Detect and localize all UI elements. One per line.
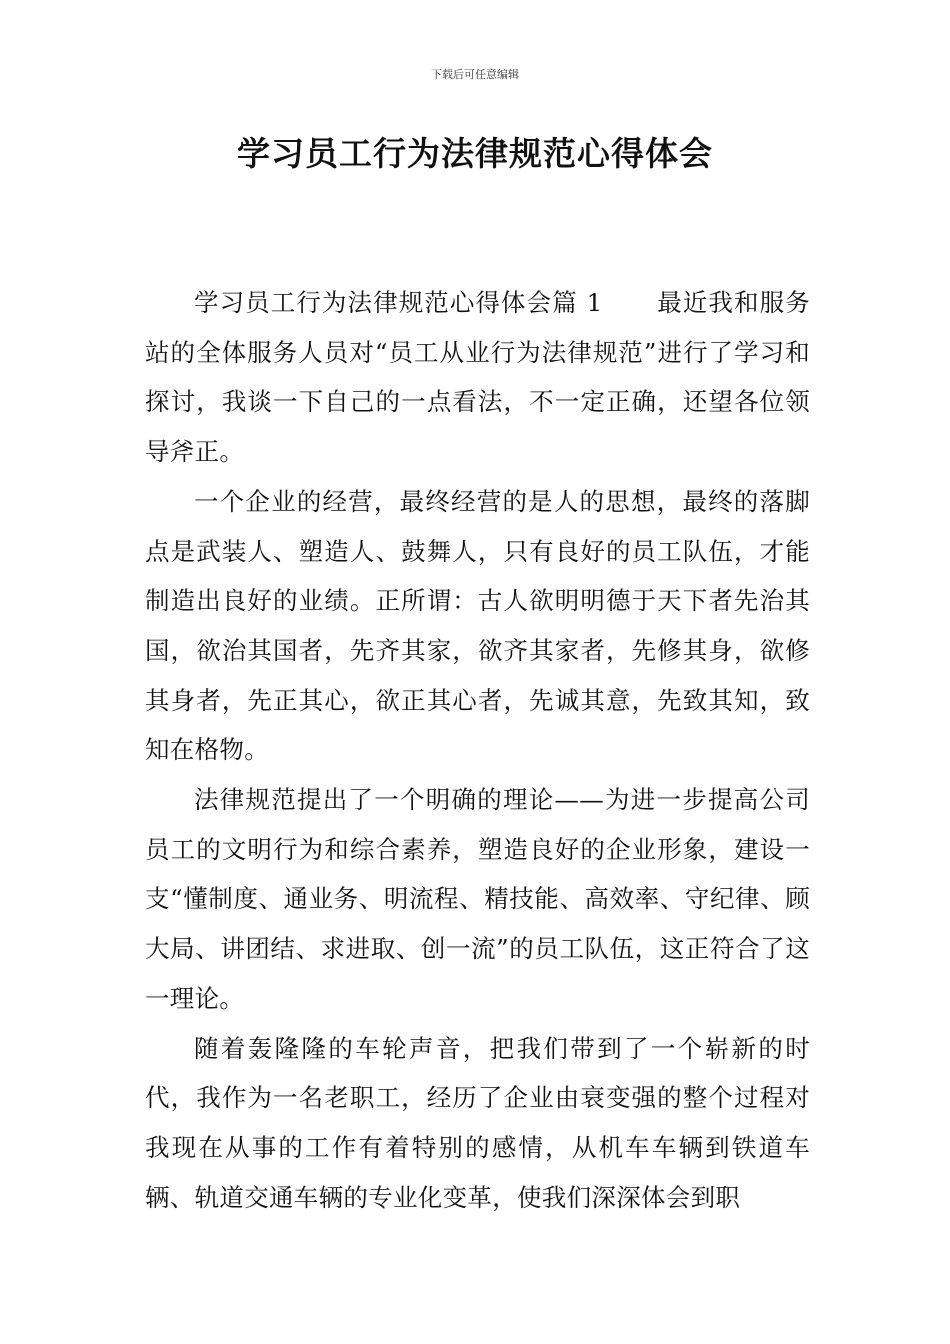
paragraph-1-text: 最近我和服务站的全体服务人员对“员工从业行为法律规范”进行了学习和探讨，我谈一下自己的一点看法，不一定正确，还望各位领导斧正。	[145, 288, 810, 467]
paragraph-4: 随着轰隆隆的车轮声音，把我们带到了一个崭新的时代，我作为一名老职工，经历了企业由衰变强的整个过程对我现在从事的工作有着特别的感情，从机车车辆到铁道车辆、轨道交通车辆的专业化变革，使我们深深体会到职	[145, 1033, 810, 1212]
document-body	[145, 278, 810, 1222]
paragraph-3: 法律规范提出了一个明确的理论——为进一步提高公司员工的文明行为和综合素养，塑造良好的企业形象，建设一支“懂制度、通业务、明流程、精技能、高效率、守纪律、顾大局、讲团结、求进取、创一流”的员工队伍，这正符合了这一理论。	[145, 785, 810, 1013]
paragraph-1	[145, 278, 810, 477]
document-title: 学习员工行为法律规范心得体会	[237, 134, 713, 173]
header-note: 下载后可任意编辑	[431, 68, 519, 81]
section-heading: 学习员工行为法律规范心得体会篇 1	[194, 288, 603, 317]
paragraph-2: 一个企业的经营，最终经营的是人的思想，最终的落脚点是武装人、塑造人、鼓舞人，只有良好的员工队伍，才能制造出良好的业绩。正所谓：古人欲明明德于天下者先治其国，欲治其国者，先齐其家，欲齐其家者，先修其身，欲修其身者，先正其心，欲正其心者，先诚其意，先致其知，致知在格物。	[145, 486, 810, 765]
